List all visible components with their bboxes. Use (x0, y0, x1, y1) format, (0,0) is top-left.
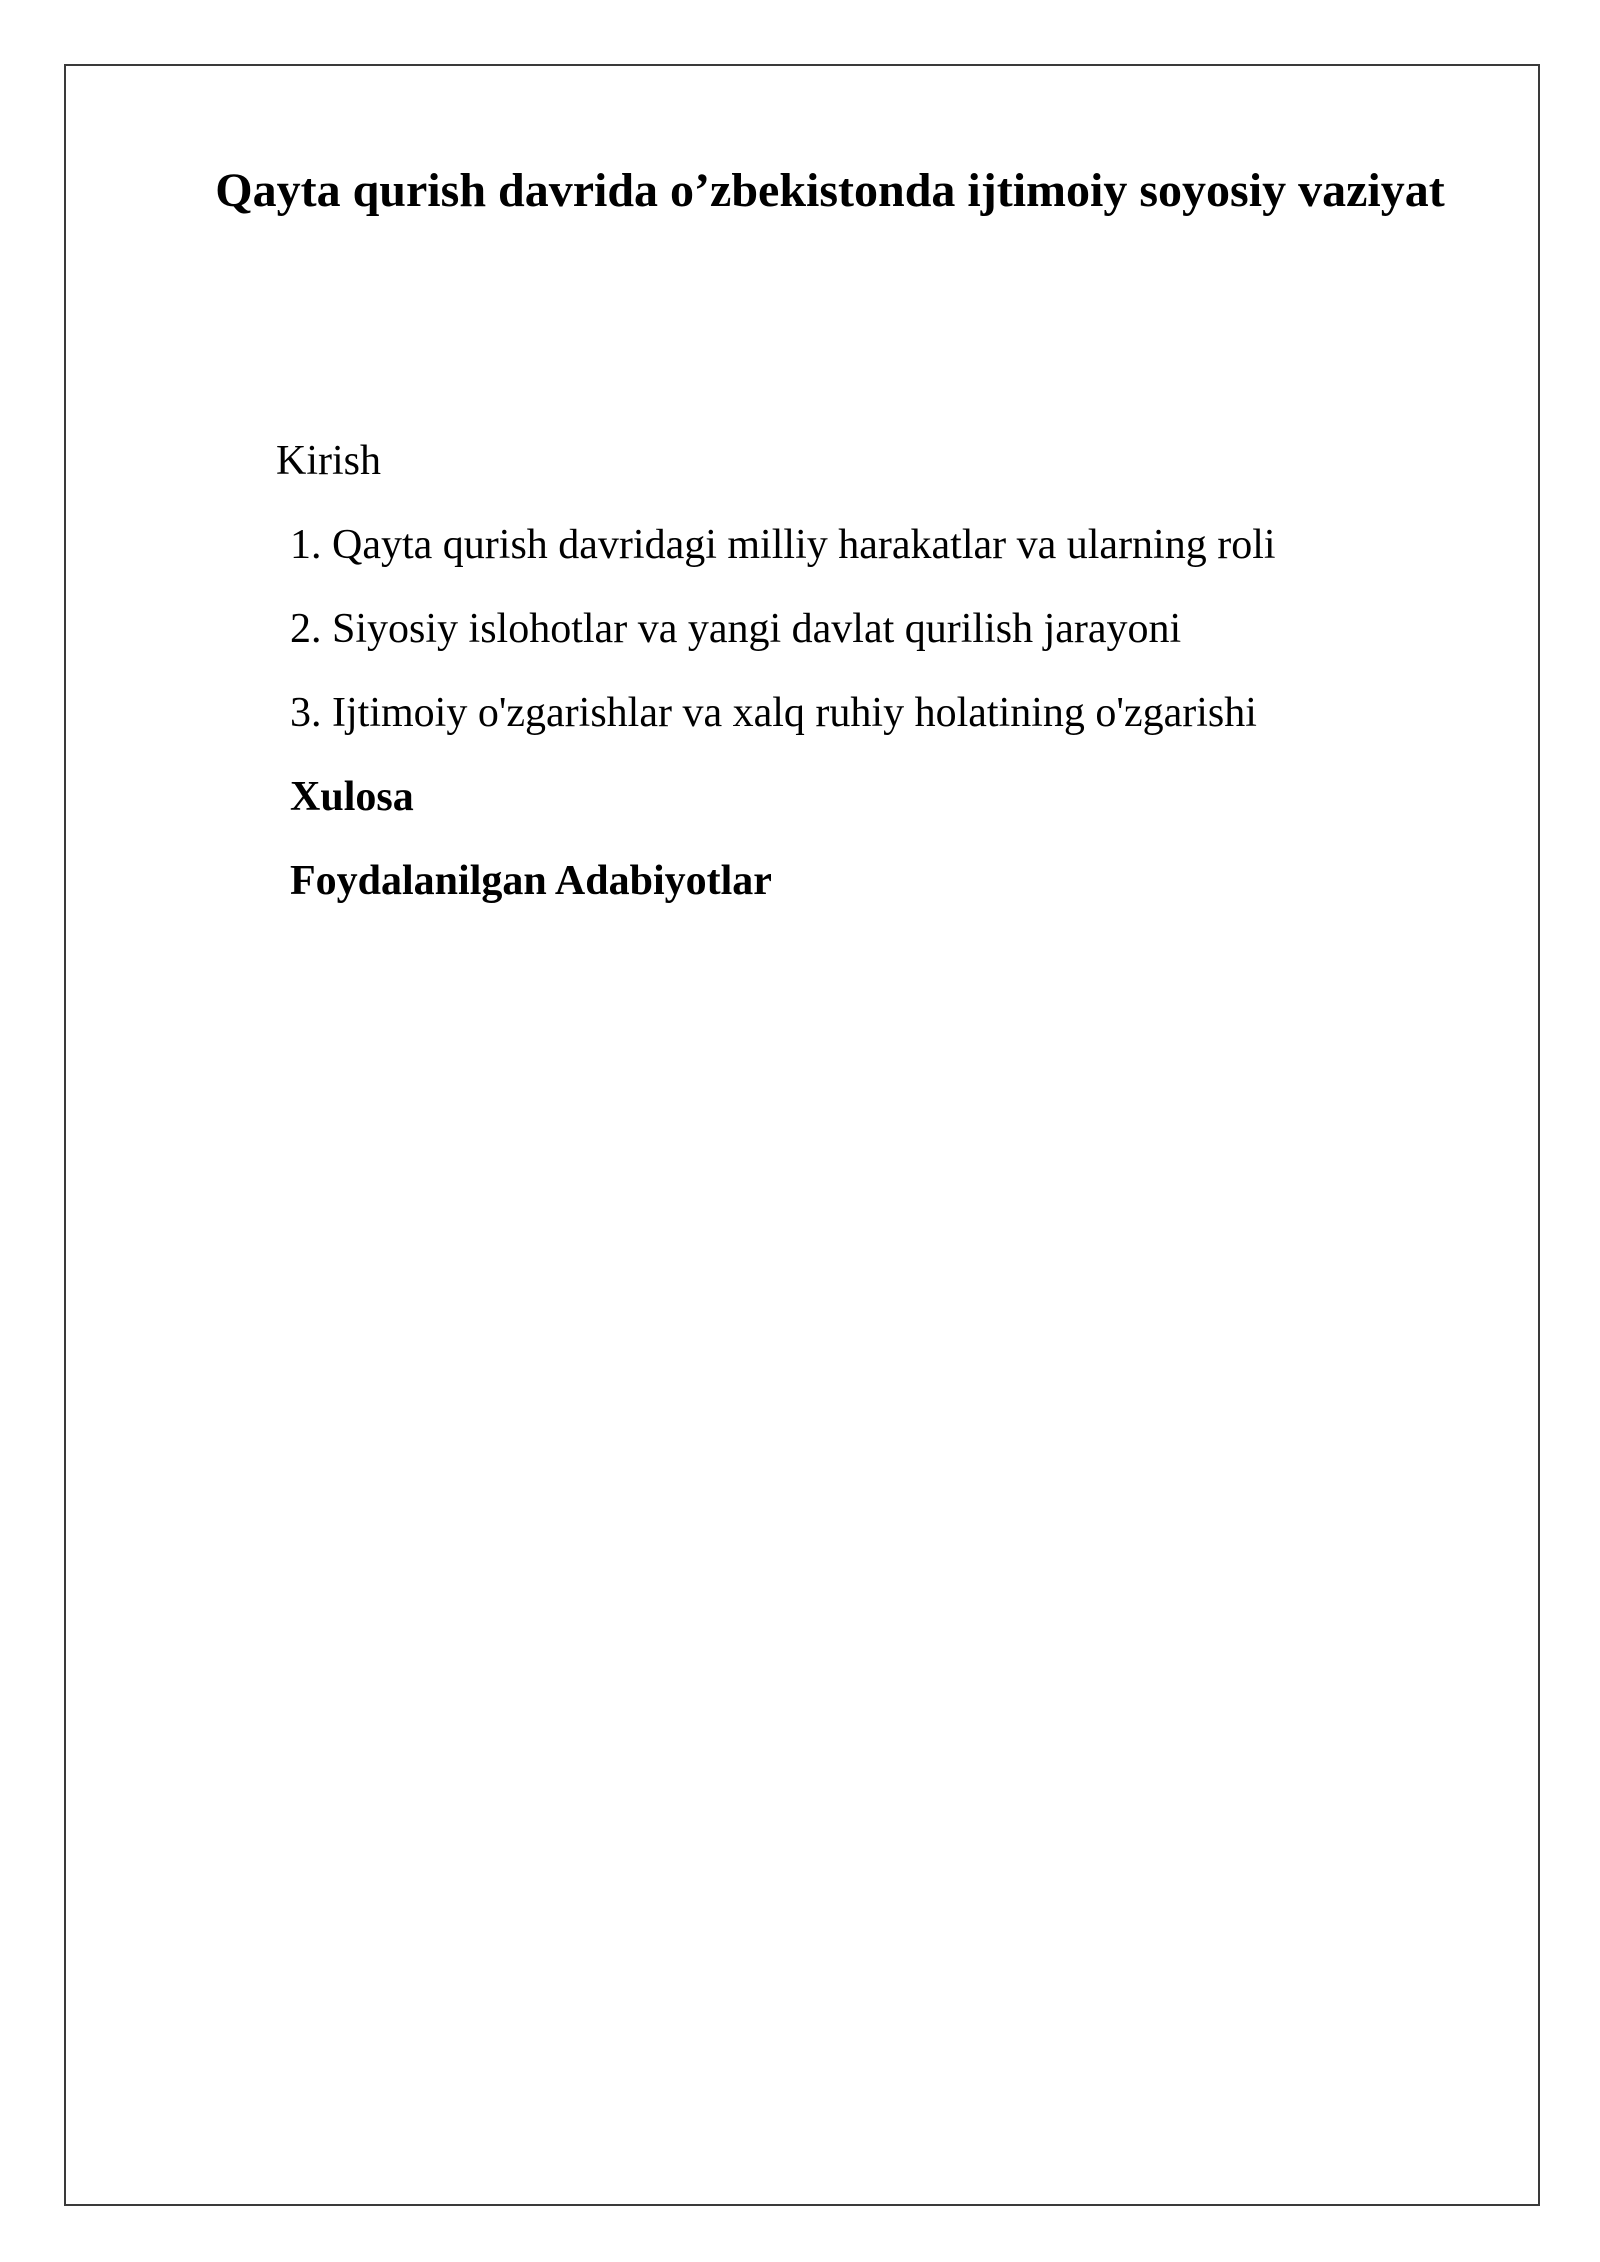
document-title: Qayta qurish davrida o’zbekistonda ijtimoiy soyosiy vaziyat (215, 164, 1445, 217)
toc-intro: Kirish (276, 438, 381, 484)
toc-item-3: 3. Ijtimoiy o'zgarishlar va xalq ruhiy holatining o'zgarishi (290, 690, 1257, 736)
toc-references: Foydalanilgan Adabiyotlar (290, 858, 772, 904)
toc-item-1: 1. Qayta qurish davridagi milliy harakatlar va ularning roli (290, 522, 1276, 568)
toc-conclusion: Xulosa (290, 774, 414, 820)
toc-item-2: 2. Siyosiy islohotlar va yangi davlat qurilish jarayoni (290, 606, 1182, 652)
